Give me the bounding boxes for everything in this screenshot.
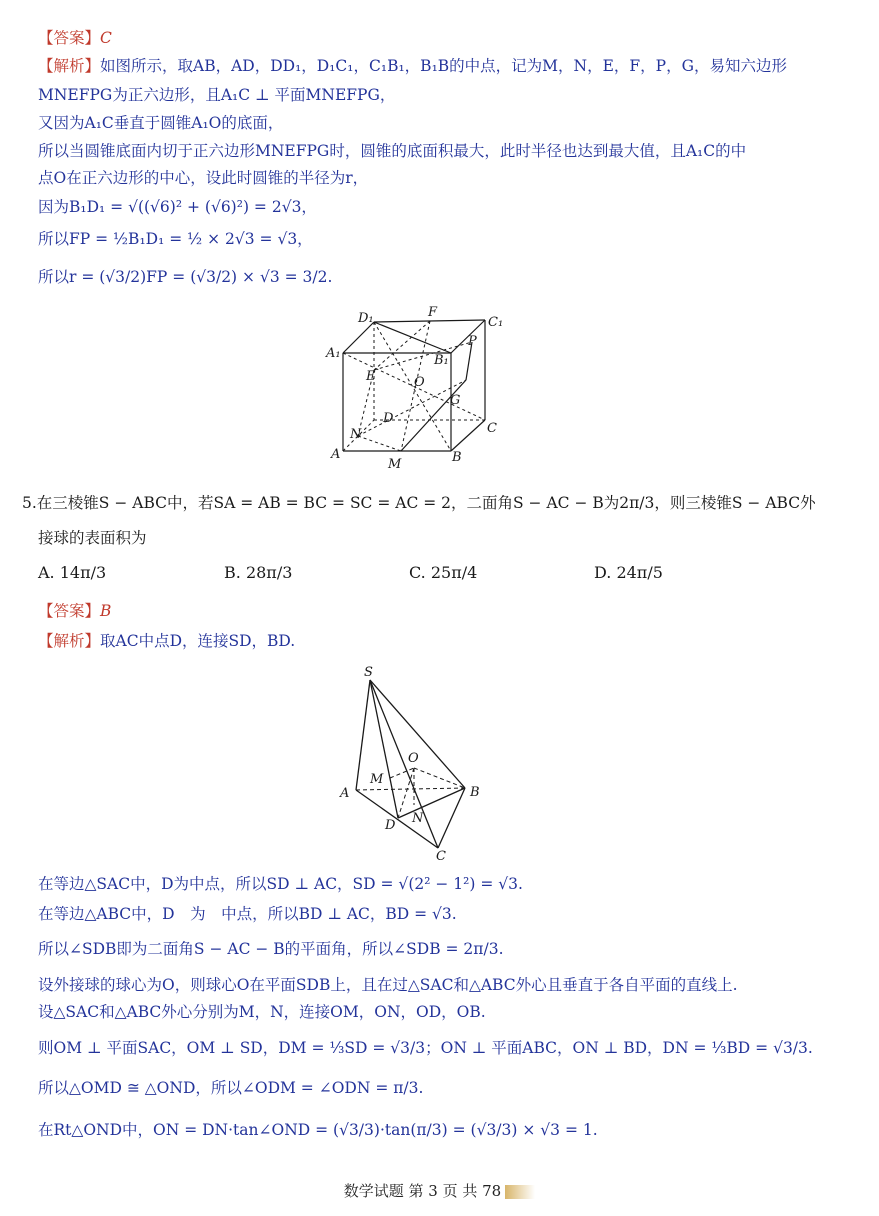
q4-analysis-line-3: 又因为A₁C垂直于圆锥A₁O的底面，: [38, 114, 284, 132]
q5-analysis-line-3: 所以∠SDB即为二面角S − AC − B的平面角，所以∠SDB = 2π/3.: [38, 940, 504, 958]
label-M: M: [388, 457, 402, 472]
option-c-value: 25π/4: [430, 563, 478, 582]
q4-analysis-line-5: 点O在正六边形的中心，设此时圆锥的半径为r，: [38, 169, 369, 187]
q4-analysis-line-7: 所以FP = ½B₁D₁ = ½ × 2√3 = √3，: [38, 230, 313, 248]
q5-option-b: [224, 563, 292, 582]
q5-stem-line-2: 接球的表面积为: [38, 529, 147, 547]
label-M: M: [370, 772, 384, 787]
option-a-label: A.: [38, 563, 55, 582]
q5-option-d: [594, 563, 663, 582]
label-P: P: [468, 334, 477, 349]
label-B: B: [470, 785, 480, 800]
q5-analysis-line-5: 设△SAC和△ABC外心分别为M，N，连接OM，ON，OD，OB.: [38, 1003, 486, 1021]
label-B1: B₁: [434, 353, 449, 368]
answer-value: C: [100, 29, 112, 47]
option-d-label: D.: [594, 563, 612, 582]
label-C1: C₁: [488, 315, 504, 330]
option-b-label: B.: [224, 563, 241, 582]
analysis-label: 【解析】: [38, 57, 101, 75]
label-D1: D₁: [358, 311, 374, 326]
q5-option-a: [38, 563, 106, 582]
q5-analysis-line-4: 设外接球的球心为O，则球心O在平面SDB上，且在过△SAC和△ABC外心且垂直于各自平面的直线上.: [38, 976, 738, 994]
q5-answer-line: [38, 600, 111, 622]
label-E: E: [366, 369, 376, 384]
cube-figure: [320, 302, 510, 472]
q5-stem-line-1: 5.在三棱锥S − ABC中，若SA = AB = BC = SC = AC = 2，二面角S − AC − B为2π/3，则三棱锥S − ABC外: [22, 494, 816, 512]
label-O: O: [414, 375, 425, 390]
q5-analysis-line-6: 则OM ⊥ 平面SAC，OM ⊥ SD，DM = ⅓SD = √3/3；ON ⊥ 平面ABC，ON ⊥ BD，DN = ⅓BD = √3/3.: [38, 1039, 813, 1057]
option-c-label: C.: [409, 563, 426, 582]
q4-analysis-line-2: MNEFPG为正六边形，且A₁C ⊥ 平面MNEFPG，: [38, 86, 396, 104]
label-N: N: [412, 811, 424, 826]
label-O: O: [408, 751, 419, 766]
q5-option-c: [409, 563, 477, 582]
q4-analysis-line-4: 所以当圆锥底面内切于正六边形MNEFPG时，圆锥的底面积最大，此时半径也达到最大值，且A₁C的中: [38, 142, 747, 160]
label-G: G: [450, 393, 461, 408]
label-A1: A₁: [326, 346, 341, 361]
label-B: B: [452, 450, 462, 465]
label-A: A: [331, 447, 341, 462]
q5-analysis-line-8: 在Rt△OND中，ON = DN·tan∠OND = (√3/3)·tan(π/3) = (√3/3) × √3 = 1.: [38, 1121, 598, 1139]
option-b-value: 28π/3: [245, 563, 293, 582]
q4-analysis-line-6: 因为B₁D₁ = √((√6)² + (√6)²) = 2√3，: [38, 198, 317, 216]
answer-label: 【答案】: [38, 29, 101, 47]
label-S: S: [364, 665, 373, 680]
footer-text: 数学试题 第 3 页 共 78: [343, 1182, 502, 1200]
q5-analysis-line-0: [38, 630, 295, 652]
q4-analysis-line-1: [38, 55, 787, 77]
answer-value: B: [100, 602, 112, 620]
analysis-label: 【解析】: [38, 632, 101, 650]
answer-label: 【答案】: [38, 602, 101, 620]
q4-analysis-line-8: 所以r = (√3/2)FP = (√3/2) × √3 = 3/2.: [38, 268, 333, 286]
analysis-text: 取AC中点D，连接SD，BD.: [100, 632, 296, 650]
page-footer: [0, 1180, 879, 1201]
label-D: D: [383, 411, 394, 426]
q5-analysis-line-1: 在等边△SAC中，D为中点，所以SD ⊥ AC，SD = √(2² − 1²) = √3.: [38, 875, 523, 893]
q5-analysis-line-7: 所以△OMD ≅ △OND，所以∠ODM = ∠ODN = π/3.: [38, 1079, 424, 1097]
q4-answer-line: [38, 27, 112, 49]
label-C: C: [487, 421, 497, 436]
label-C: C: [436, 849, 446, 864]
q5-analysis-line-2: 在等边△ABC中，D 为 中点，所以BD ⊥ AC，BD = √3.: [38, 905, 457, 923]
option-a-value: 14π/3: [59, 563, 107, 582]
label-A: A: [340, 786, 350, 801]
analysis-text: 如图所示，取AB，AD，DD₁，D₁C₁，C₁B₁，B₁B的中点，记为M，N，E，F，P，G，易知六边形: [100, 57, 787, 75]
footer-fade: [505, 1185, 535, 1199]
label-D: D: [385, 818, 396, 833]
option-d-value: 24π/5: [616, 563, 663, 582]
label-N: N: [350, 427, 362, 442]
label-F: F: [428, 305, 438, 320]
tetrahedron-figure: [335, 660, 495, 865]
